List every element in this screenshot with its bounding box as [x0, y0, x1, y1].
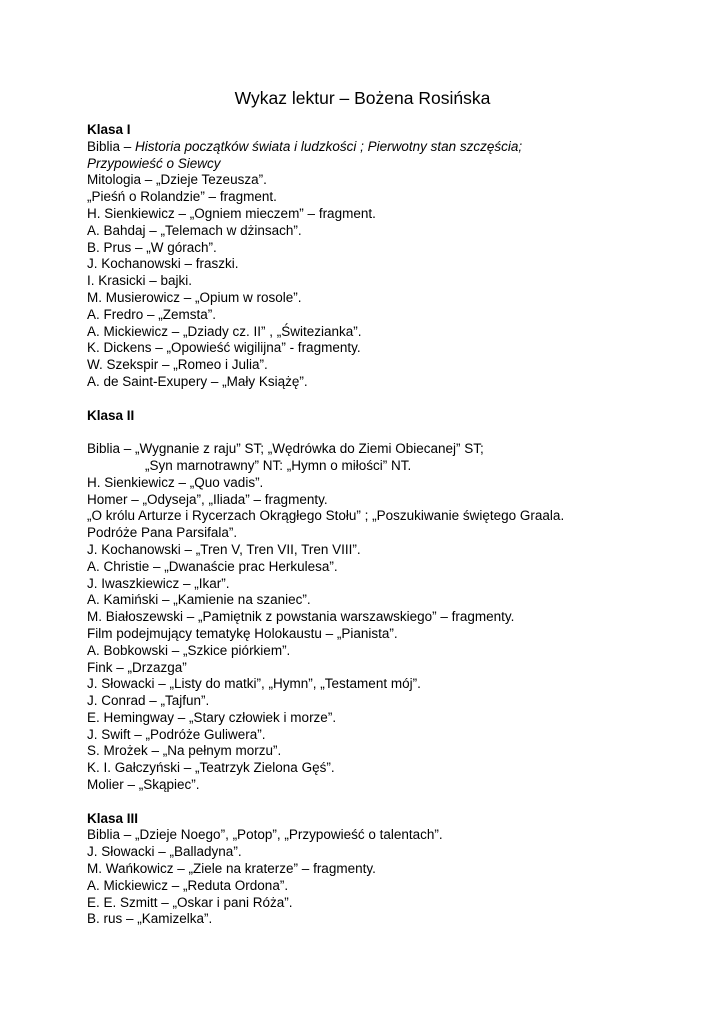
list-item: S. Mrożek – „Na pełnym morzu”.	[87, 743, 282, 759]
list-item: Film podejmujący tematykę Holokaustu – „Pianista”.	[87, 625, 398, 641]
list-item	[87, 139, 707, 156]
list-item: M. Wańkowicz – „Ziele na kraterze” – fragmenty.	[87, 861, 376, 877]
list-item: J. Słowacki – „Listy do matki”, „Hymn”, „Testament mój”.	[87, 676, 421, 692]
list-item: J. Słowacki – „Balladyna”.	[87, 844, 242, 860]
list-item: H. Sienkiewicz – „Quo vadis”.	[87, 474, 264, 490]
section-klasa-1	[87, 122, 707, 391]
section-klasa-2	[87, 408, 707, 794]
list-item: Mitologia – „Dzieje Tezeusza”.	[87, 172, 267, 188]
list-item: „Syn marnotrawny” NT: „Hymn o miłości” NT.	[145, 457, 412, 473]
section-heading: Klasa II	[87, 407, 135, 423]
list-item: M. Musierowicz – „Opium w rosole”.	[87, 289, 302, 305]
list-item: Fink – „Drzazga”	[87, 659, 187, 675]
page-title: Wykaz lektur – Bożena Rosińska	[234, 88, 491, 108]
document-body	[87, 122, 707, 928]
list-item: A. Mickiewicz – „Dziady cz. II” , „Świtezianka”.	[87, 323, 362, 339]
list-item: K. Dickens – „Opowieść wigilijna” - fragmenty.	[87, 340, 361, 356]
spacer	[87, 391, 707, 408]
list-item: Podróże Pana Parsifala”.	[87, 525, 238, 541]
list-item: B. rus – „Kamizelka”.	[87, 911, 213, 927]
list-item: M. Białoszewski – „Pamiętnik z powstania warszawskiego” – fragmenty.	[87, 609, 515, 625]
list-item: A. Christie – „Dwanaście prac Herkulesa”.	[87, 558, 338, 574]
list-item: Molier – „Skąpiec”.	[87, 777, 200, 793]
list-item: J. Conrad – „Tajfun”.	[87, 693, 210, 709]
spacer	[87, 794, 707, 811]
list-item: Biblia – „Wygnanie z raju” ST; „Wędrówka do Ziemi Obiecanej” ST;	[87, 441, 484, 457]
list-item: „Pieśń o Rolandzie” – fragment.	[87, 189, 277, 205]
list-item: „O królu Arturze i Rycerzach Okrągłego Stołu” ; „Poszukiwanie świętego Graala.	[87, 508, 565, 524]
list-item: K. I. Gałczyński – „Teatrzyk Zielona Gęś”.	[87, 760, 335, 776]
spacer	[87, 424, 707, 441]
list-item: A. Bahdaj – „Telemach w dżinsach”.	[87, 222, 302, 238]
biblia-titles: Historia początków świata i ludzkości ; Pierwotny stan szczęścia;	[135, 138, 523, 154]
list-item: H. Sienkiewicz – „Ogniem mieczem” – fragment.	[87, 205, 376, 221]
list-item: A. Mickiewicz – „Reduta Ordona”.	[87, 877, 289, 893]
section-heading: Klasa III	[87, 810, 139, 826]
list-item: A. de Saint-Exupery – „Mały Książę”.	[87, 373, 308, 389]
list-item: J. Swift – „Podróże Guliwera”.	[87, 726, 266, 742]
list-item: W. Szekspir – „Romeo i Julia”.	[87, 357, 268, 373]
list-item: A. Fredro – „Zemsta”.	[87, 306, 217, 322]
list-item: A. Bobkowski – „Szkice piórkiem”.	[87, 642, 291, 658]
list-item: J. Kochanowski – fraszki.	[87, 256, 239, 272]
list-item: B. Prus – „W górach”.	[87, 239, 217, 255]
biblia-prefix: Biblia –	[87, 138, 136, 154]
section-heading: Klasa I	[87, 122, 131, 137]
list-item: I. Krasicki – bajki.	[87, 273, 193, 289]
list-item: Przypowieść o Siewcy	[87, 155, 221, 171]
list-item: A. Kamiński – „Kamienie na szaniec”.	[87, 592, 311, 608]
list-item: J. Iwaszkiewicz – „Ikar”.	[87, 575, 230, 591]
section-klasa-3	[87, 811, 707, 929]
list-item: E. Hemingway – „Stary człowiek i morze”.	[87, 709, 337, 725]
list-item: Biblia – „Dzieje Noego”, „Potop”, „Przypowieść o talentach”.	[87, 827, 443, 843]
list-item: J. Kochanowski – „Tren V, Tren VII, Tren VIII”.	[87, 541, 361, 557]
list-item: E. E. Szmitt – „Oskar i pani Róża”.	[87, 894, 293, 910]
list-item: Homer – „Odyseja”, „Iliada” – fragmenty.	[87, 491, 328, 507]
